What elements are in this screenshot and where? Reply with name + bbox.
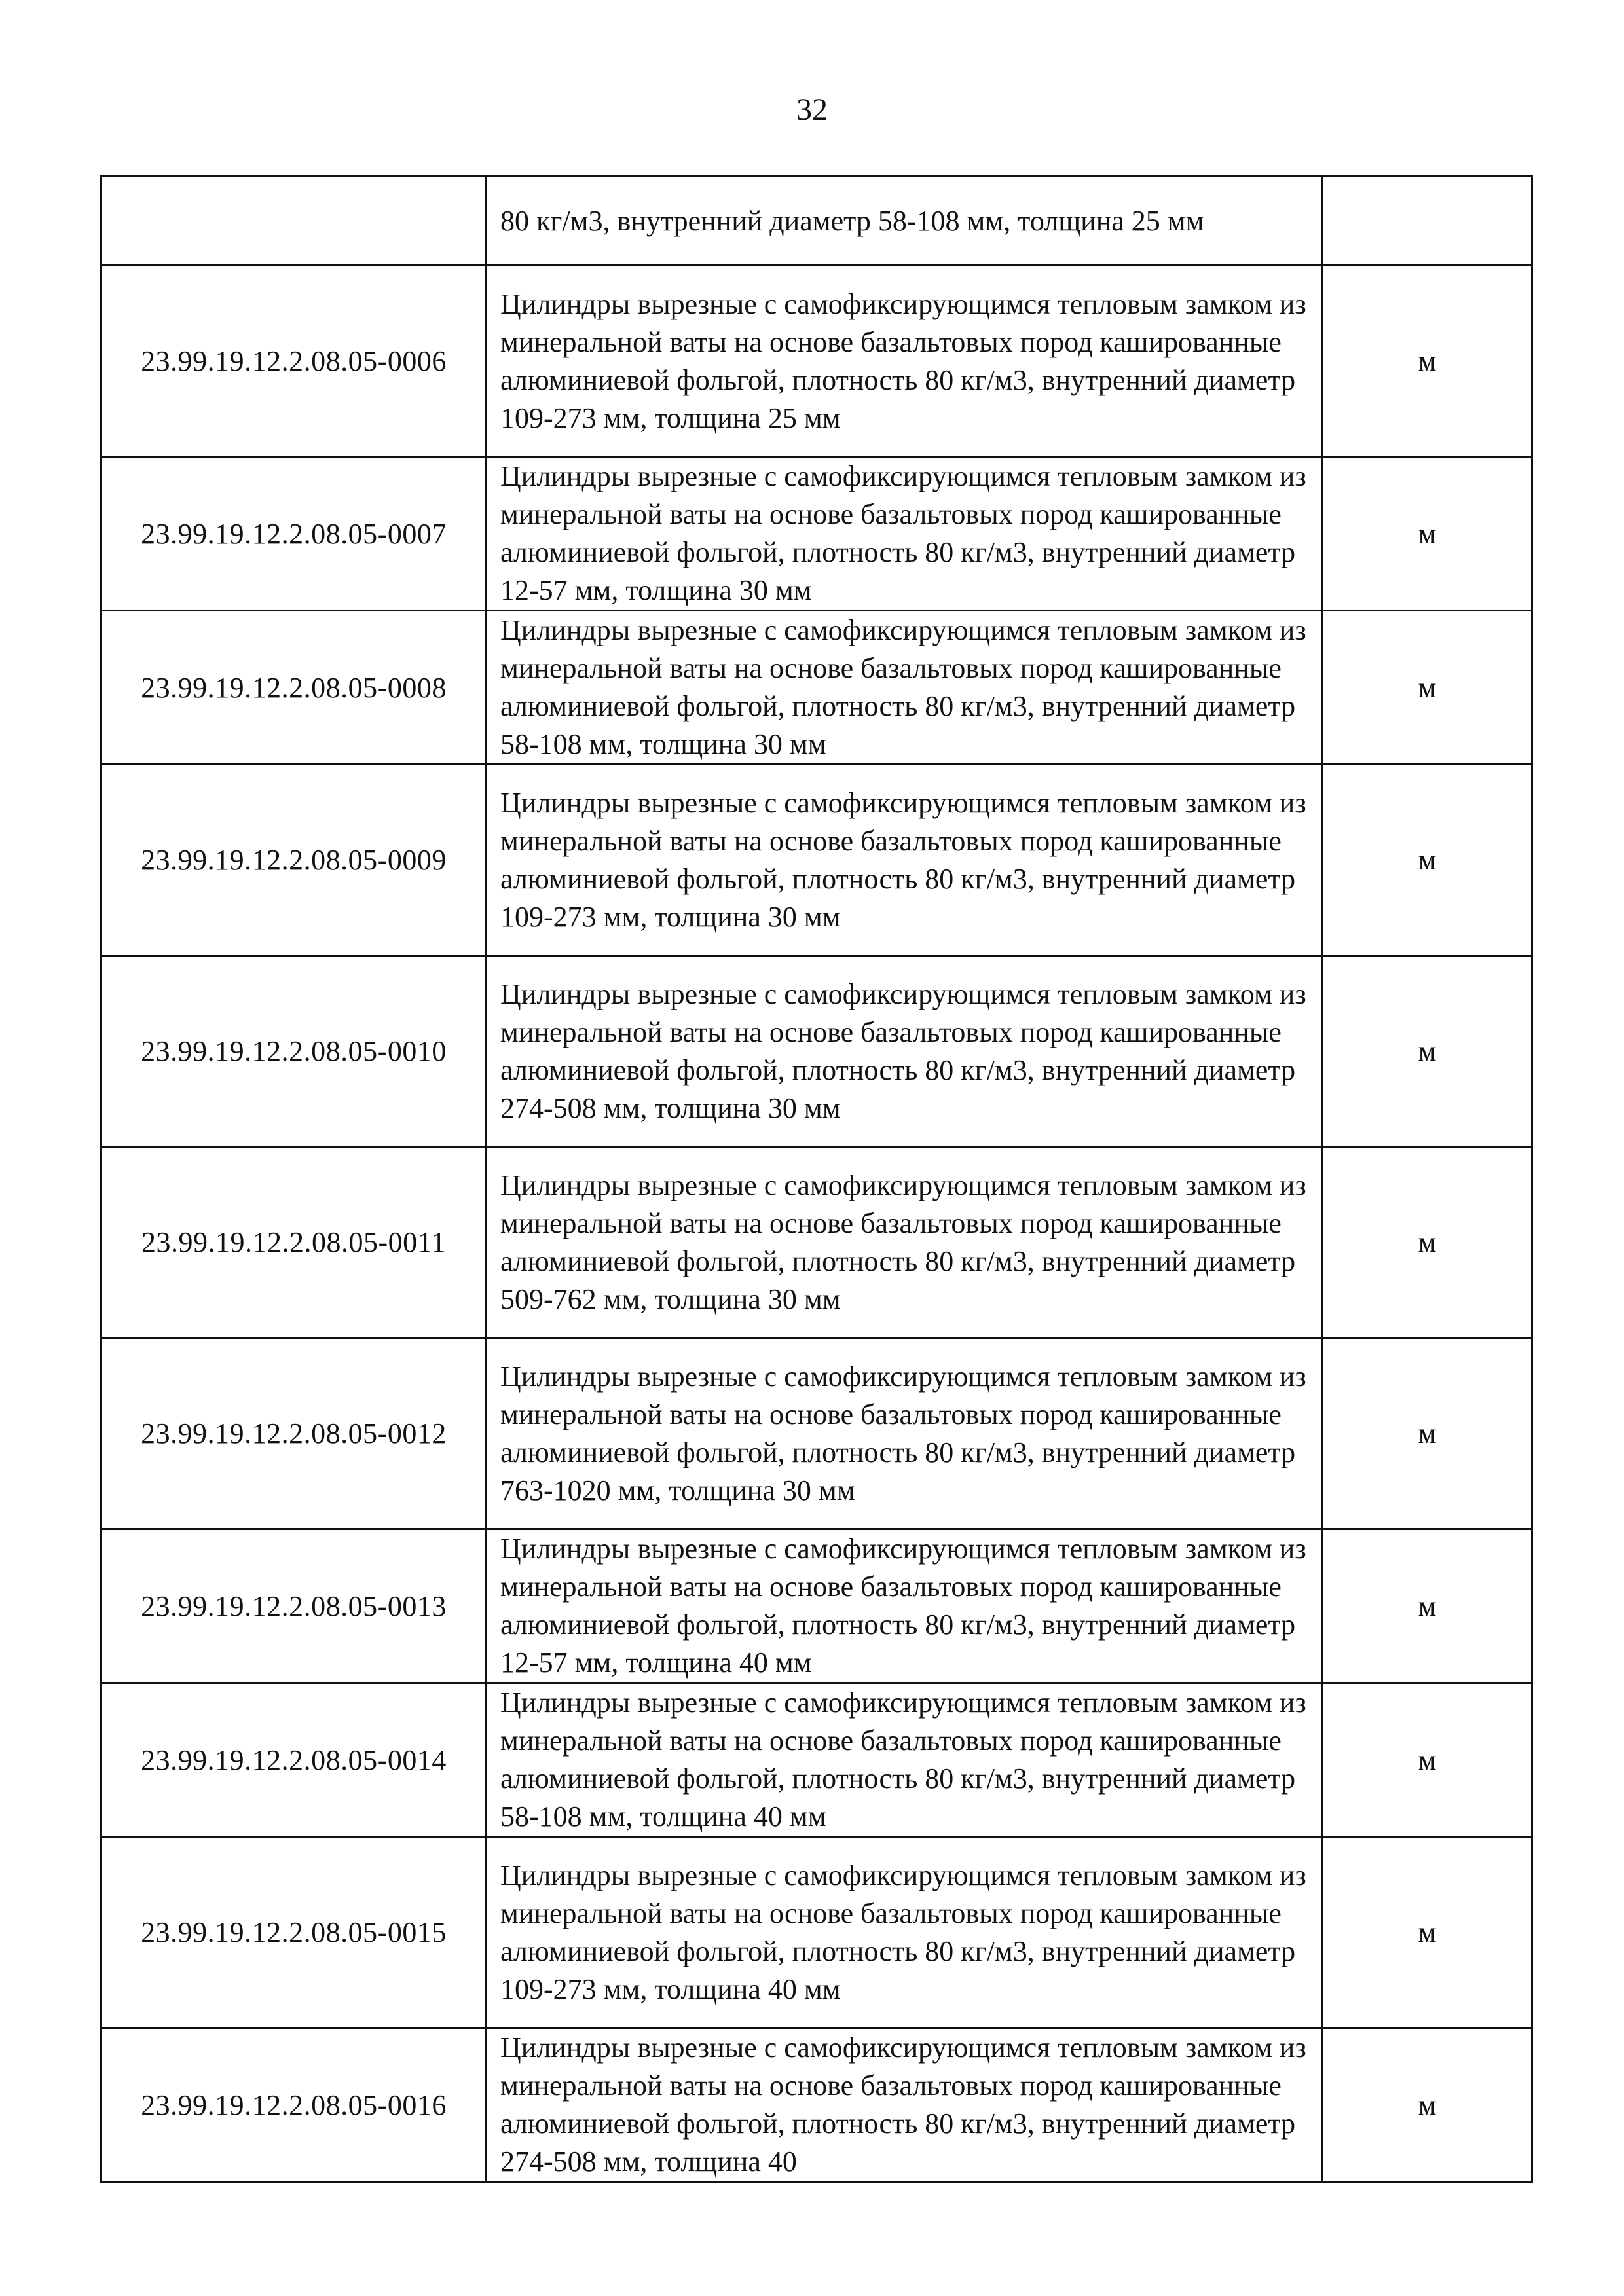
table-row [101, 1529, 1532, 1683]
resource-code: 23.99.19.12.2.08.05-0016 [101, 2028, 487, 2182]
resource-code: 23.99.19.12.2.08.05-0012 [101, 1338, 487, 1529]
unit-of-measure: м [1323, 1529, 1532, 1683]
resource-description: Цилиндры вырезные с самофиксирующимся тепловым замком из минеральной ваты на основе базальтовых пород кашированные алюминиевой фольгой, плотность 80 кг/м3, внутренний диаметр 58-108 мм, толщина 40 мм [487, 1683, 1323, 1837]
unit-of-measure: м [1323, 1683, 1532, 1837]
resource-description: 80 кг/м3, внутренний диаметр 58-108 мм, толщина 25 мм [487, 177, 1323, 266]
resource-code: 23.99.19.12.2.08.05-0013 [101, 1529, 487, 1683]
table-row [101, 611, 1532, 765]
unit-of-measure: м [1323, 956, 1532, 1147]
resource-code: 23.99.19.12.2.08.05-0015 [101, 1837, 487, 2028]
unit-of-measure: м [1323, 1338, 1532, 1529]
resource-code: 23.99.19.12.2.08.05-0011 [101, 1147, 487, 1338]
table-row [101, 177, 1532, 266]
table-row [101, 956, 1532, 1147]
resource-code-table [100, 175, 1533, 2183]
page-number: 32 [796, 92, 828, 127]
unit-of-measure [1323, 177, 1532, 266]
resource-description: Цилиндры вырезные с самофиксирующимся тепловым замком из минеральной ваты на основе базальтовых пород кашированные алюминиевой фольгой, плотность 80 кг/м3, внутренний диаметр 12-57 мм, толщина 40 мм [487, 1529, 1323, 1683]
table-row [101, 2028, 1532, 2182]
unit-of-measure: м [1323, 611, 1532, 765]
resource-code: 23.99.19.12.2.08.05-0014 [101, 1683, 487, 1837]
resource-description: Цилиндры вырезные с самофиксирующимся тепловым замком из минеральной ваты на основе базальтовых пород кашированные алюминиевой фольгой, плотность 80 кг/м3, внутренний диаметр 58-108 мм, толщина 30 мм [487, 611, 1323, 765]
unit-of-measure: м [1323, 457, 1532, 611]
resource-code: 23.99.19.12.2.08.05-0008 [101, 611, 487, 765]
resource-code: 23.99.19.12.2.08.05-0010 [101, 956, 487, 1147]
table-row [101, 765, 1532, 956]
resource-description: Цилиндры вырезные с самофиксирующимся тепловым замком из минеральной ваты на основе базальтовых пород кашированные алюминиевой фольгой, плотность 80 кг/м3, внутренний диаметр 12-57 мм, толщина 30 мм [487, 457, 1323, 611]
unit-of-measure: м [1323, 765, 1532, 956]
resource-code: 23.99.19.12.2.08.05-0006 [101, 266, 487, 457]
table-row [101, 1147, 1532, 1338]
resource-code: 23.99.19.12.2.08.05-0007 [101, 457, 487, 611]
resource-description: Цилиндры вырезные с самофиксирующимся тепловым замком из минеральной ваты на основе базальтовых пород кашированные алюминиевой фольгой, плотность 80 кг/м3, внутренний диаметр 109-273 мм, толщина 40 мм [487, 1837, 1323, 2028]
resource-code [101, 177, 487, 266]
resource-description: Цилиндры вырезные с самофиксирующимся тепловым замком из минеральной ваты на основе базальтовых пород кашированные алюминиевой фольгой, плотность 80 кг/м3, внутренний диаметр 763-1020 мм, толщина 30 мм [487, 1338, 1323, 1529]
resource-description: Цилиндры вырезные с самофиксирующимся тепловым замком из минеральной ваты на основе базальтовых пород кашированные алюминиевой фольгой, плотность 80 кг/м3, внутренний диаметр 109-273 мм, толщина 25 мм [487, 266, 1323, 457]
resource-description: Цилиндры вырезные с самофиксирующимся тепловым замком из минеральной ваты на основе базальтовых пород кашированные алюминиевой фольгой, плотность 80 кг/м3, внутренний диаметр 109-273 мм, толщина 30 мм [487, 765, 1323, 956]
table-row [101, 1837, 1532, 2028]
resource-description: Цилиндры вырезные с самофиксирующимся тепловым замком из минеральной ваты на основе базальтовых пород кашированные алюминиевой фольгой, плотность 80 кг/м3, внутренний диаметр 509-762 мм, толщина 30 мм [487, 1147, 1323, 1338]
unit-of-measure: м [1323, 266, 1532, 457]
unit-of-measure: м [1323, 1147, 1532, 1338]
resource-description: Цилиндры вырезные с самофиксирующимся тепловым замком из минеральной ваты на основе базальтовых пород кашированные алюминиевой фольгой, плотность 80 кг/м3, внутренний диаметр 274-508 мм, толщина 40 [487, 2028, 1323, 2182]
unit-of-measure: м [1323, 1837, 1532, 2028]
resource-description: Цилиндры вырезные с самофиксирующимся тепловым замком из минеральной ваты на основе базальтовых пород кашированные алюминиевой фольгой, плотность 80 кг/м3, внутренний диаметр 274-508 мм, толщина 30 мм [487, 956, 1323, 1147]
table-row [101, 1338, 1532, 1529]
table-row [101, 266, 1532, 457]
unit-of-measure: м [1323, 2028, 1532, 2182]
table-row [101, 1683, 1532, 1837]
table-row [101, 457, 1532, 611]
resource-code: 23.99.19.12.2.08.05-0009 [101, 765, 487, 956]
